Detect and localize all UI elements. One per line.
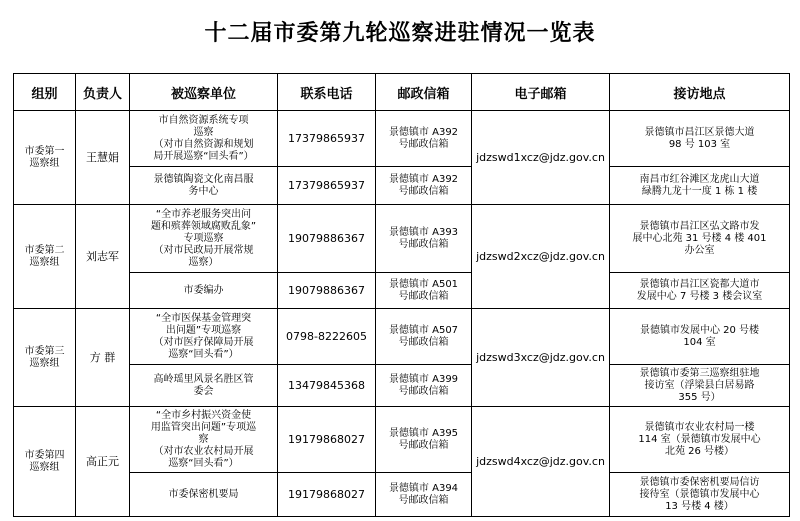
table-row	[14, 205, 790, 273]
page-title: 十二届市委第九轮巡察进驻情况一览表	[204, 20, 596, 46]
visit-address: 景德镇市发展中心 20 号楼 104 室	[610, 309, 790, 365]
postal-box: 景德镇市 A395 号邮政信箱	[376, 407, 472, 473]
table-row	[14, 273, 790, 309]
visit-address: 景德镇市昌江区景德大道 98 号 103 室	[610, 111, 790, 167]
header-phone: 联系电话	[278, 74, 376, 111]
group-leader: 刘志军	[76, 205, 130, 309]
table-row	[14, 365, 790, 407]
postal-box: 景德镇市 A392 号邮政信箱	[376, 167, 472, 205]
table-row	[14, 407, 790, 473]
phone-number: 19179868027	[278, 473, 376, 517]
table-row	[14, 111, 790, 167]
postal-box: 景德镇市 A501 号邮政信箱	[376, 273, 472, 309]
inspection-table	[13, 73, 790, 517]
phone-number: 19079886367	[278, 273, 376, 309]
visit-address: 南昌市红谷滩区龙虎山大道 緑腾九龙十一度 1 栋 1 楼	[610, 167, 790, 205]
group-leader: 高正元	[76, 407, 130, 517]
table-row	[14, 473, 790, 517]
group-leader: 王慧娟	[76, 111, 130, 205]
postal-box: 景德镇市 A394 号邮政信箱	[376, 473, 472, 517]
email-address: jdzswd2xcz@jdz.gov.cn	[472, 205, 610, 309]
postal-box: 景德镇市 A507 号邮政信箱	[376, 309, 472, 365]
email-address: jdzswd3xcz@jdz.gov.cn	[472, 309, 610, 407]
inspected-unit: 市委编办	[130, 273, 278, 309]
email-address: jdzswd1xcz@jdz.gov.cn	[472, 111, 610, 205]
phone-number: 13479845368	[278, 365, 376, 407]
header-email: 电子邮箱	[472, 74, 610, 111]
inspected-unit: “全市医保基金管理突 出问题”专项巡察 （对市医疗保障局开展 巡察“回头看”）	[130, 309, 278, 365]
postal-box: 景德镇市 A392 号邮政信箱	[376, 111, 472, 167]
phone-number: 19079886367	[278, 205, 376, 273]
phone-number: 19179868027	[278, 407, 376, 473]
group-name: 市委第一 巡察组	[14, 111, 76, 205]
visit-address: 景德镇市昌江区瓷都大道市 发展中心 7 号楼 3 楼会议室	[610, 273, 790, 309]
inspected-unit: 市委保密机要局	[130, 473, 278, 517]
header-group: 组别	[14, 74, 76, 111]
header-address: 接访地点	[610, 74, 790, 111]
visit-address: 景德镇市农业农村局一楼 114 室（景德镇市发展中心 北苑 26 号楼）	[610, 407, 790, 473]
header-leader: 负责人	[76, 74, 130, 111]
postal-box: 景德镇市 A399 号邮政信箱	[376, 365, 472, 407]
group-name: 市委第二 巡察组	[14, 205, 76, 309]
table-row	[14, 167, 790, 205]
inspected-unit: “全市乡村振兴资金使 用监管突出问题”专项巡 察 （对市农业农村局开展 巡察“回头看”）	[130, 407, 278, 473]
header-unit: 被巡察单位	[130, 74, 278, 111]
visit-address: 景德镇市昌江区弘文路市发 展中心北苑 31 号楼 4 楼 401 办公室	[610, 205, 790, 273]
phone-number: 17379865937	[278, 167, 376, 205]
inspected-unit: 景德镇陶瓷文化南昌服 务中心	[130, 167, 278, 205]
visit-address: 景德镇市委第三巡察组驻地 接访室（浮梁县白居易路 355 号）	[610, 365, 790, 407]
inspected-unit: 高岭瑶里风景名胜区管 委会	[130, 365, 278, 407]
header-postal: 邮政信箱	[376, 74, 472, 111]
email-address: jdzswd4xcz@jdz.gov.cn	[472, 407, 610, 517]
group-name: 市委第三 巡察组	[14, 309, 76, 407]
phone-number: 0798-8222605	[278, 309, 376, 365]
header-row	[14, 74, 790, 111]
postal-box: 景德镇市 A393 号邮政信箱	[376, 205, 472, 273]
group-leader: 方 群	[76, 309, 130, 407]
visit-address: 景德镇市委保密机要局信访 接待室（景德镇市发展中心 13 号楼 4 楼）	[610, 473, 790, 517]
group-name: 市委第四 巡察组	[14, 407, 76, 517]
inspected-unit: 市自然资源系统专项 巡察 （对市自然资源和规划 局开展巡察“回头看”）	[130, 111, 278, 167]
table-row	[14, 309, 790, 365]
phone-number: 17379865937	[278, 111, 376, 167]
inspected-unit: “全市养老服务突出问 题和殡葬领域腐败乱象” 专项巡察 （对市民政局开展常规 巡察）	[130, 205, 278, 273]
